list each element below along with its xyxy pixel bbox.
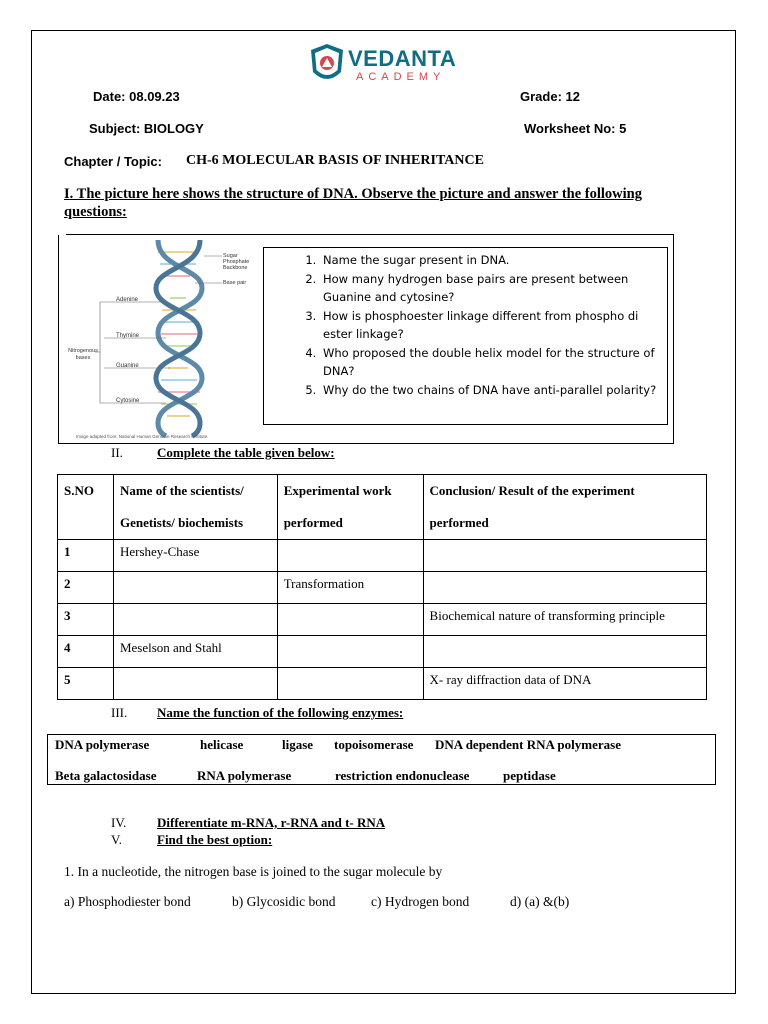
question-item: 4. Who proposed the double helix model for the structure of DNA?: [320, 344, 667, 381]
logo-sub: ACADEMY: [356, 71, 446, 83]
table-row: [58, 604, 707, 636]
enzymes-box: [47, 734, 716, 785]
logo: [308, 42, 458, 88]
table-header-row: [58, 475, 707, 540]
table-row: [58, 540, 707, 572]
questions-box: [263, 247, 668, 425]
section-2-numeral: II.: [111, 445, 123, 460]
section-1-heading: [64, 185, 674, 221]
enzyme-item: ligase: [282, 737, 314, 752]
chapter-label: Chapter / Topic:: [64, 154, 162, 169]
figure-credit: Image adapted from: National Human Genome Research Institute.: [76, 434, 209, 439]
section-4-heading: Differentiate m-RNA, r-RNA and t- RNA: [157, 815, 386, 830]
section-5-numeral: V.: [111, 832, 122, 847]
table-cell: 5: [58, 668, 114, 700]
label-base-pair: Base pair: [223, 280, 247, 286]
enzyme-item: peptidase: [503, 768, 556, 783]
table-row: [58, 668, 707, 700]
table-cell: 1: [58, 540, 114, 572]
enzyme-item: Beta galactosidase: [55, 768, 157, 783]
label-sugar-backbone: Sugar Phosphate Backbone: [223, 253, 250, 271]
logo-emblem-icon: [308, 42, 346, 88]
table-cell: Biochemical nature of transforming principle: [423, 604, 706, 636]
mcq-option-c: c) Hydrogen bond: [371, 894, 470, 909]
table-cell: [113, 604, 277, 636]
label-guanine: Guanine: [116, 363, 139, 369]
question-item: 5. Why do the two chains of DNA have anti-parallel polarity?: [320, 381, 667, 400]
scientists-table: [57, 474, 707, 700]
table-cell: [277, 604, 423, 636]
questions-list: [264, 248, 667, 399]
logo-name: VEDANTA: [348, 46, 457, 71]
section-2-heading: Complete the table given below:: [157, 445, 335, 460]
table-cell: 4: [58, 636, 114, 668]
section-3-heading: Name the function of the following enzymes:: [157, 705, 404, 720]
mcq-option-d: d) (a) &(b): [510, 894, 570, 909]
table-row: [58, 572, 707, 604]
section-4-numeral: IV.: [111, 815, 127, 830]
header-cell-sno: S.NO: [58, 475, 114, 540]
header-cell-conclusion: Conclusion/ Result of the experiment performed: [423, 475, 706, 540]
grade: Grade: 12: [520, 89, 580, 104]
table-cell: Meselson and Stahl: [113, 636, 277, 668]
chapter-value: CH-6 MOLECULAR BASIS OF INHERITANCE: [186, 153, 484, 168]
header-cell-scientists: Name of the scientists/ Genetists/ biochemists: [113, 475, 277, 540]
table-cell: X- ray diffraction data of DNA: [423, 668, 706, 700]
table-cell: [423, 572, 706, 604]
table-cell: [113, 668, 277, 700]
section-5-heading: Find the best option:: [157, 832, 273, 847]
question-item: 1. Name the sugar present in DNA.: [320, 251, 667, 270]
label-cytosine: Cytosine: [116, 398, 140, 404]
table-cell: [423, 540, 706, 572]
enzyme-item: RNA polymerase: [197, 768, 292, 783]
date: Date: 08.09.23: [93, 89, 180, 104]
table-row: [58, 636, 707, 668]
table-cell: [277, 636, 423, 668]
header-cell-experiment: Experimental work performed: [277, 475, 423, 540]
question-item: 2. How many hydrogen base pairs are present between Guanine and cytosine?: [320, 270, 667, 307]
enzyme-item: helicase: [200, 737, 244, 752]
table-cell: Hershey-Chase: [113, 540, 277, 572]
table-cell: [277, 540, 423, 572]
mcq-option-a: a) Phosphodiester bond: [64, 894, 191, 909]
subject: Subject: BIOLOGY: [89, 121, 204, 136]
label-adenine: Adenine: [116, 297, 139, 303]
enzyme-item: restriction endonuclease: [335, 768, 470, 783]
table-cell: Transformation: [277, 572, 423, 604]
section-3-numeral: III.: [111, 705, 128, 720]
table-cell: [113, 572, 277, 604]
label-thymine: Thymine: [116, 333, 140, 339]
section-1-prefix: I: [64, 186, 70, 202]
mcq-option-b: b) Glycosidic bond: [232, 894, 336, 909]
worksheet-number: Worksheet No: 5: [524, 121, 627, 136]
section-1-text: . The picture here shows the structure of DNA. Observe the picture and answer the following questions:: [64, 186, 642, 220]
table-cell: 3: [58, 604, 114, 636]
enzyme-item: DNA dependent RNA polymerase: [435, 737, 621, 752]
table-cell: [423, 636, 706, 668]
label-nitrogenous-bases: Nitrogenous bases: [68, 348, 98, 361]
enzyme-item: DNA polymerase: [55, 737, 150, 752]
mcq-question: 1. In a nucleotide, the nitrogen base is joined to the sugar molecule by: [64, 864, 443, 879]
table-cell: 2: [58, 572, 114, 604]
enzyme-item: topoisomerase: [334, 737, 414, 752]
question-item: 3. How is phosphoester linkage different from phospho di ester linkage?: [320, 307, 667, 344]
table-cell: [277, 668, 423, 700]
